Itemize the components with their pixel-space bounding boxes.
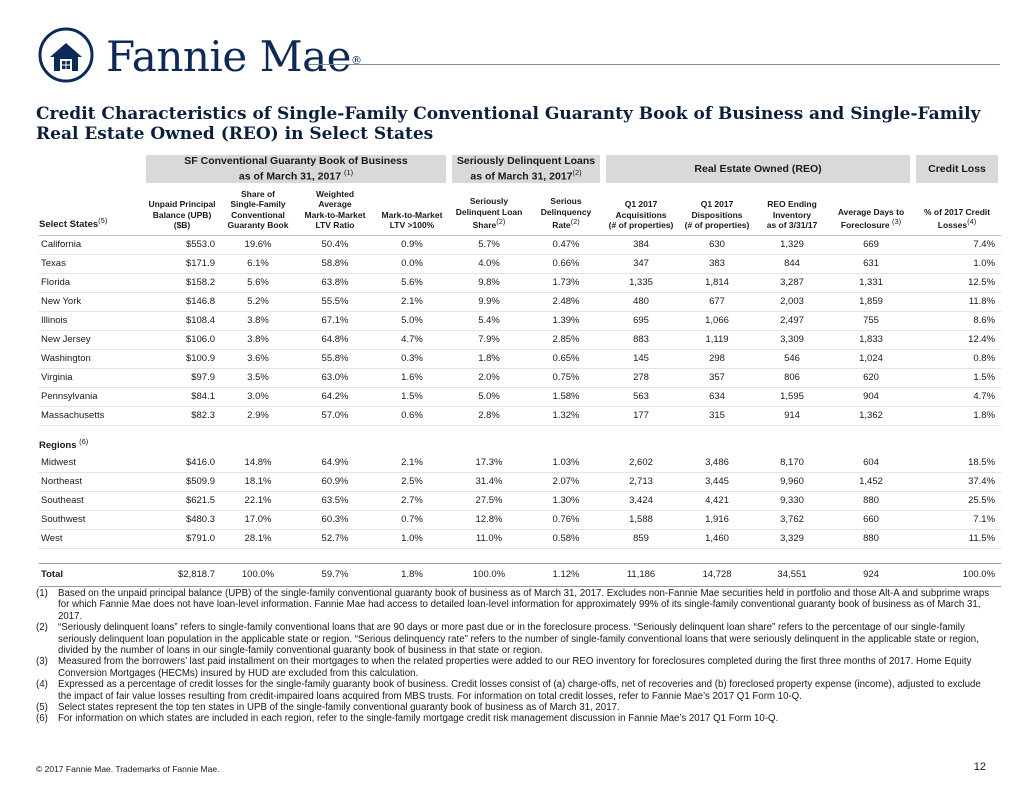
footnote: [36, 656, 996, 679]
table-cell: 67.1%: [295, 311, 375, 330]
col-header-state: Select States$^{(5)}$: [39, 183, 143, 236]
table-cell: 4.7%: [375, 330, 449, 349]
footnote-text: “Seriously delinquent loans” refers to single-family conventional loans that are 90 days or more past due or in the foreclosure process. “Seriously delinquent loan share” refers to the percentage of our single-family seriously delinquent loan population in the applicable state or region. “Serious delinquency rate” refers to the number of single-family conventional loans that were seriously delinquent in the applicable state or region, divided by the number of loans in our single-family conventional guaranty book of business in that state or region.: [58, 622, 979, 657]
region-row: [39, 472, 1001, 491]
table-cell: 0.58%: [529, 529, 603, 548]
table-cell: $84.1: [143, 387, 221, 406]
table-cell: 1.5%: [913, 368, 1001, 387]
table-cell: 1.5%: [375, 387, 449, 406]
footnote-text: Based on the unpaid principal balance (UPB) of the single-family conventional guaranty book of business as of March 31, 2017. Excludes non-Fannie Mae securities held in portfolio and those Alt-A and subprime wraps for which Fannie Mae does not have loan-level information. Fannie Mae had access to detailed loan-level information for approximately 99% of its single-family conventional guaranty book of business as of March 31, 2017.: [58, 588, 990, 622]
table-cell: 904: [829, 387, 913, 406]
regions-label: Regions $^{(6)}$: [39, 437, 89, 452]
table-cell: 1,588: [603, 510, 679, 529]
table-cell: 0.6%: [375, 406, 449, 425]
table-cell: 5.0%: [449, 387, 529, 406]
table-cell: 1,833: [829, 330, 913, 349]
table-cell: 55.5%: [295, 292, 375, 311]
table-cell: 1,066: [679, 311, 755, 330]
table-cell: $553.0: [143, 235, 221, 254]
table-cell: 1.0%: [375, 529, 449, 548]
table-cell: 100.0%: [221, 563, 295, 586]
total-section: [39, 548, 1001, 563]
table-cell: 3.8%: [221, 311, 295, 330]
row-label: Northeast: [39, 472, 143, 491]
row-label: Texas: [39, 254, 143, 273]
table-cell: 1,452: [829, 472, 913, 491]
table-cell: 1.32%: [529, 406, 603, 425]
table-cell: 669: [829, 235, 913, 254]
table-cell: 1,119: [679, 330, 755, 349]
states-table-body: [39, 235, 1001, 425]
table-cell: 64.8%: [295, 330, 375, 349]
table-cell: 14.8%: [221, 454, 295, 473]
table-cell: 7.1%: [913, 510, 1001, 529]
table-cell: 64.9%: [295, 454, 375, 473]
table-cell: $100.9: [143, 349, 221, 368]
table-cell: 2.9%: [221, 406, 295, 425]
table-cell: 100.0%: [449, 563, 529, 586]
footnote-text: For information on which states are included in each region, refer to the single-family mortgage credit risk management discussion in Fannie Mae’s 2017 Q1 Form 10-Q.: [58, 713, 779, 725]
table-cell: 31.4%: [449, 472, 529, 491]
group-header-sf-book: SF Conventional Guaranty Book of Business as of March 31, 2017 $^{(1)}$: [143, 155, 449, 183]
footnote: [36, 679, 996, 702]
table-cell: 384: [603, 235, 679, 254]
table-cell: 1,916: [679, 510, 755, 529]
table-cell: 914: [755, 406, 829, 425]
table-cell: 2.7%: [375, 491, 449, 510]
table-cell: 2.1%: [375, 292, 449, 311]
table-cell: 1,335: [603, 273, 679, 292]
regions-table-body: [39, 454, 1001, 549]
table-cell: 17.0%: [221, 510, 295, 529]
state-row: [39, 292, 1001, 311]
table-cell: 63.0%: [295, 368, 375, 387]
row-label: Southeast: [39, 491, 143, 510]
table-cell: 63.8%: [295, 273, 375, 292]
table-cell: 1.8%: [913, 406, 1001, 425]
page-header: [38, 27, 1000, 89]
table-cell: 0.9%: [375, 235, 449, 254]
state-row: [39, 311, 1001, 330]
footnote-number: (2): [36, 622, 48, 634]
table-cell: 1.8%: [375, 563, 449, 586]
table-cell: 1,362: [829, 406, 913, 425]
row-label: Southwest: [39, 510, 143, 529]
table-cell: 5.6%: [221, 273, 295, 292]
table-cell: 8,170: [755, 454, 829, 473]
footnote: [36, 588, 996, 622]
table-cell: 3,762: [755, 510, 829, 529]
table-cell: 0.76%: [529, 510, 603, 529]
table-cell: 5.7%: [449, 235, 529, 254]
state-row: [39, 330, 1001, 349]
table-cell: 28.1%: [221, 529, 295, 548]
region-row: [39, 529, 1001, 548]
col-header-sdq-rate: Serious Delinquency Rate(2): [529, 183, 603, 236]
table-cell: 9,960: [755, 472, 829, 491]
table-cell: 59.7%: [295, 563, 375, 586]
row-label: New York: [39, 292, 143, 311]
table-cell: 12.8%: [449, 510, 529, 529]
table-cell: 2.0%: [449, 368, 529, 387]
col-header-inventory: REO Ending Inventory as of 3/31/17: [755, 183, 829, 236]
table-cell: 2,713: [603, 472, 679, 491]
table-cell: $416.0: [143, 454, 221, 473]
table-cell: $158.2: [143, 273, 221, 292]
table-cell: 278: [603, 368, 679, 387]
region-row: [39, 454, 1001, 473]
table-cell: 0.0%: [375, 254, 449, 273]
table-cell: 4.0%: [449, 254, 529, 273]
page-number: 12: [973, 761, 986, 773]
total-table-body: [39, 563, 1001, 586]
table-cell: 806: [755, 368, 829, 387]
footnote: [36, 713, 996, 724]
footnotes: [36, 588, 996, 725]
footnote: [36, 622, 996, 656]
table-cell: 3.8%: [221, 330, 295, 349]
table-cell: $480.3: [143, 510, 221, 529]
table-cell: 1.03%: [529, 454, 603, 473]
table-cell: 2,602: [603, 454, 679, 473]
state-row: [39, 406, 1001, 425]
state-row: [39, 273, 1001, 292]
table-cell: 755: [829, 311, 913, 330]
table-cell: $621.5: [143, 491, 221, 510]
table-cell: 383: [679, 254, 755, 273]
table-cell: 4,421: [679, 491, 755, 510]
col-header-dispositions: Q1 2017 Dispositions (# of properties): [679, 183, 755, 236]
table-cell: $146.8: [143, 292, 221, 311]
credit-characteristics-table: [36, 155, 1004, 587]
table-cell: 1.12%: [529, 563, 603, 586]
table-cell: 4.7%: [913, 387, 1001, 406]
row-label: Midwest: [39, 454, 143, 473]
col-header-acquisitions: Q1 2017 Acquisitions (# of properties): [603, 183, 679, 236]
table-cell: 883: [603, 330, 679, 349]
table-cell: 844: [755, 254, 829, 273]
table-cell: 5.0%: [375, 311, 449, 330]
table-cell: 3.0%: [221, 387, 295, 406]
row-label: Pennsylvania: [39, 387, 143, 406]
table-cell: $106.0: [143, 330, 221, 349]
group-header-blank: [39, 155, 143, 183]
table-cell: 19.6%: [221, 235, 295, 254]
table-cell: 11.5%: [913, 529, 1001, 548]
row-label: New Jersey: [39, 330, 143, 349]
col-header-ltv: Weighted Average Mark-to-Market LTV Ratio: [295, 183, 375, 236]
table-cell: 7.4%: [913, 235, 1001, 254]
region-row: [39, 491, 1001, 510]
table-cell: 357: [679, 368, 755, 387]
table-cell: 11.0%: [449, 529, 529, 548]
table-cell: 620: [829, 368, 913, 387]
row-label: Massachusetts: [39, 406, 143, 425]
table-cell: 64.2%: [295, 387, 375, 406]
table-cell: 1,814: [679, 273, 755, 292]
table-cell: 25.5%: [913, 491, 1001, 510]
table-cell: 3,445: [679, 472, 755, 491]
col-header-loss: % of 2017 Credit Losses(4): [913, 183, 1001, 236]
table-cell: 660: [829, 510, 913, 529]
col-header-days: Average Days to Foreclosure (3): [829, 183, 913, 236]
col-header-mtm: Mark-to-Market LTV >100%: [375, 183, 449, 236]
table-cell: 0.75%: [529, 368, 603, 387]
col-header-sdq-share: Seriously Delinquent Loan Share(2): [449, 183, 529, 236]
table-cell: 12.4%: [913, 330, 1001, 349]
fannie-mae-logo-icon: [38, 27, 94, 83]
table-cell: 27.5%: [449, 491, 529, 510]
table-cell: $108.4: [143, 311, 221, 330]
table-cell: 3.5%: [221, 368, 295, 387]
table-cell: 880: [829, 491, 913, 510]
footnote-text: Expressed as a percentage of credit losses for the single-family guaranty book of business. Credit losses consist of (a) charge-offs, net of recoveries and (b) foreclosed property expense (income), adjusted to exclude the impact of fair value losses resulting from credit-impaired loans acquired from MBS trusts. For information on total credit losses, refer to Fannie Mae’s 2017 Q1 Form 10-Q.: [58, 679, 981, 702]
table-cell: 1,329: [755, 235, 829, 254]
group-header-reo: Real Estate Owned (REO): [603, 155, 913, 183]
table-cell: 7.9%: [449, 330, 529, 349]
table-cell: 2,497: [755, 311, 829, 330]
table-cell: 1,859: [829, 292, 913, 311]
table-cell: 3,329: [755, 529, 829, 548]
table-cell: 924: [829, 563, 913, 586]
region-row: [39, 510, 1001, 529]
table-cell: 55.8%: [295, 349, 375, 368]
table-cell: 8.6%: [913, 311, 1001, 330]
table-cell: 37.4%: [913, 472, 1001, 491]
table-cell: 1,460: [679, 529, 755, 548]
col-header-upb: Unpaid Principal Balance (UPB) ($B): [143, 183, 221, 236]
table-cell: 315: [679, 406, 755, 425]
table-cell: 100.0%: [913, 563, 1001, 586]
copyright-footer: © 2017 Fannie Mae. Trademarks of Fannie Mae.: [36, 764, 220, 774]
table-cell: 2.07%: [529, 472, 603, 491]
col-header-share: Share of Single-Family Conventional Guaranty Book: [221, 183, 295, 236]
table-cell: 50.4%: [295, 235, 375, 254]
table-cell: 14,728: [679, 563, 755, 586]
table-cell: 880: [829, 529, 913, 548]
group-header-seriously-delinquent: Seriously Delinquent Loans as of March 31, 2017$^{(2)}$: [449, 155, 603, 183]
table-cell: $509.9: [143, 472, 221, 491]
table-cell: 60.3%: [295, 510, 375, 529]
table-cell: 58.8%: [295, 254, 375, 273]
table-cell: 480: [603, 292, 679, 311]
table-cell: 0.65%: [529, 349, 603, 368]
footnote-number: (3): [36, 656, 48, 668]
table-cell: 52.7%: [295, 529, 375, 548]
brand-logo-text: Fannie Mae®: [106, 32, 362, 81]
footnote-number: (6): [36, 713, 48, 725]
table-cell: 0.3%: [375, 349, 449, 368]
footnote-number: (5): [36, 702, 48, 714]
row-label: Virginia: [39, 368, 143, 387]
state-row: [39, 349, 1001, 368]
table-cell: 9,330: [755, 491, 829, 510]
table-cell: 6.1%: [221, 254, 295, 273]
footnote-text: Select states represent the top ten states in UPB of the single-family conventional guaranty book of business as of March 31, 2017.: [58, 702, 620, 714]
table-cell: $171.9: [143, 254, 221, 273]
regions-section: [39, 425, 1001, 454]
state-row: [39, 254, 1001, 273]
table-cell: 5.6%: [375, 273, 449, 292]
table-cell: 34,551: [755, 563, 829, 586]
table-cell: 3,309: [755, 330, 829, 349]
table-cell: 3,424: [603, 491, 679, 510]
table-cell: 3.6%: [221, 349, 295, 368]
table-cell: 2.1%: [375, 454, 449, 473]
table-cell: 859: [603, 529, 679, 548]
table-cell: 298: [679, 349, 755, 368]
table-cell: 0.66%: [529, 254, 603, 273]
table-cell: 5.4%: [449, 311, 529, 330]
state-row: [39, 387, 1001, 406]
table-cell: 2.48%: [529, 292, 603, 311]
table-cell: 22.1%: [221, 491, 295, 510]
table-cell: 634: [679, 387, 755, 406]
table-cell: 1,024: [829, 349, 913, 368]
row-label: Illinois: [39, 311, 143, 330]
table-cell: 604: [829, 454, 913, 473]
group-header-credit-loss: Credit Loss: [913, 155, 1001, 183]
table-cell: 60.9%: [295, 472, 375, 491]
table-cell: 2.85%: [529, 330, 603, 349]
table-cell: 546: [755, 349, 829, 368]
table-cell: 2,003: [755, 292, 829, 311]
table-cell: 145: [603, 349, 679, 368]
table-cell: 1.39%: [529, 311, 603, 330]
table-cell: 347: [603, 254, 679, 273]
footnote-text: Measured from the borrowers’ last paid installment on their mortgages to when the related properties were added to our REO inventory for foreclosures completed during the first three months of 2017. Home Equity Conversion Mortgages (HECMs) insured by HUD are excluded from this calculation.: [58, 656, 972, 679]
table-cell: 677: [679, 292, 755, 311]
table-cell: 0.7%: [375, 510, 449, 529]
table-cell: 57.0%: [295, 406, 375, 425]
table-cell: 1.0%: [913, 254, 1001, 273]
table-cell: 9.8%: [449, 273, 529, 292]
state-row: [39, 368, 1001, 387]
header-divider: [308, 64, 1000, 65]
row-label: Total: [39, 563, 143, 586]
table-cell: 5.2%: [221, 292, 295, 311]
table-cell: 2.8%: [449, 406, 529, 425]
total-row: [39, 563, 1001, 586]
table-cell: 177: [603, 406, 679, 425]
row-label: West: [39, 529, 143, 548]
row-label: Washington: [39, 349, 143, 368]
table-cell: 3,486: [679, 454, 755, 473]
table-cell: 11,186: [603, 563, 679, 586]
page-title: Credit Characteristics of Single-Family Conventional Guaranty Book of Business and Single-Family Real Estate Owned (REO) in Select States: [36, 104, 981, 144]
state-row: [39, 235, 1001, 254]
footnote-number: (1): [36, 588, 48, 599]
table-cell: 1.6%: [375, 368, 449, 387]
table-cell: $82.3: [143, 406, 221, 425]
table-cell: $2,818.7: [143, 563, 221, 586]
table-cell: 0.8%: [913, 349, 1001, 368]
table-cell: 12.5%: [913, 273, 1001, 292]
table-cell: 0.47%: [529, 235, 603, 254]
row-label: Florida: [39, 273, 143, 292]
table-cell: 3,287: [755, 273, 829, 292]
table-cell: 1,331: [829, 273, 913, 292]
table-cell: 563: [603, 387, 679, 406]
table-cell: 11.8%: [913, 292, 1001, 311]
table-cell: 9.9%: [449, 292, 529, 311]
table-cell: 1.73%: [529, 273, 603, 292]
table-cell: 630: [679, 235, 755, 254]
table-cell: 695: [603, 311, 679, 330]
footnote: [36, 702, 996, 713]
table-cell: $97.9: [143, 368, 221, 387]
table-cell: 63.5%: [295, 491, 375, 510]
footnote-number: (4): [36, 679, 48, 691]
row-label: California: [39, 235, 143, 254]
table-cell: 18.1%: [221, 472, 295, 491]
table-cell: 18.5%: [913, 454, 1001, 473]
table-cell: 1,595: [755, 387, 829, 406]
table-cell: $791.0: [143, 529, 221, 548]
table-cell: 631: [829, 254, 913, 273]
table-cell: 1.8%: [449, 349, 529, 368]
table-cell: 1.30%: [529, 491, 603, 510]
table-cell: 2.5%: [375, 472, 449, 491]
table-cell: 17.3%: [449, 454, 529, 473]
table-cell: 1.58%: [529, 387, 603, 406]
